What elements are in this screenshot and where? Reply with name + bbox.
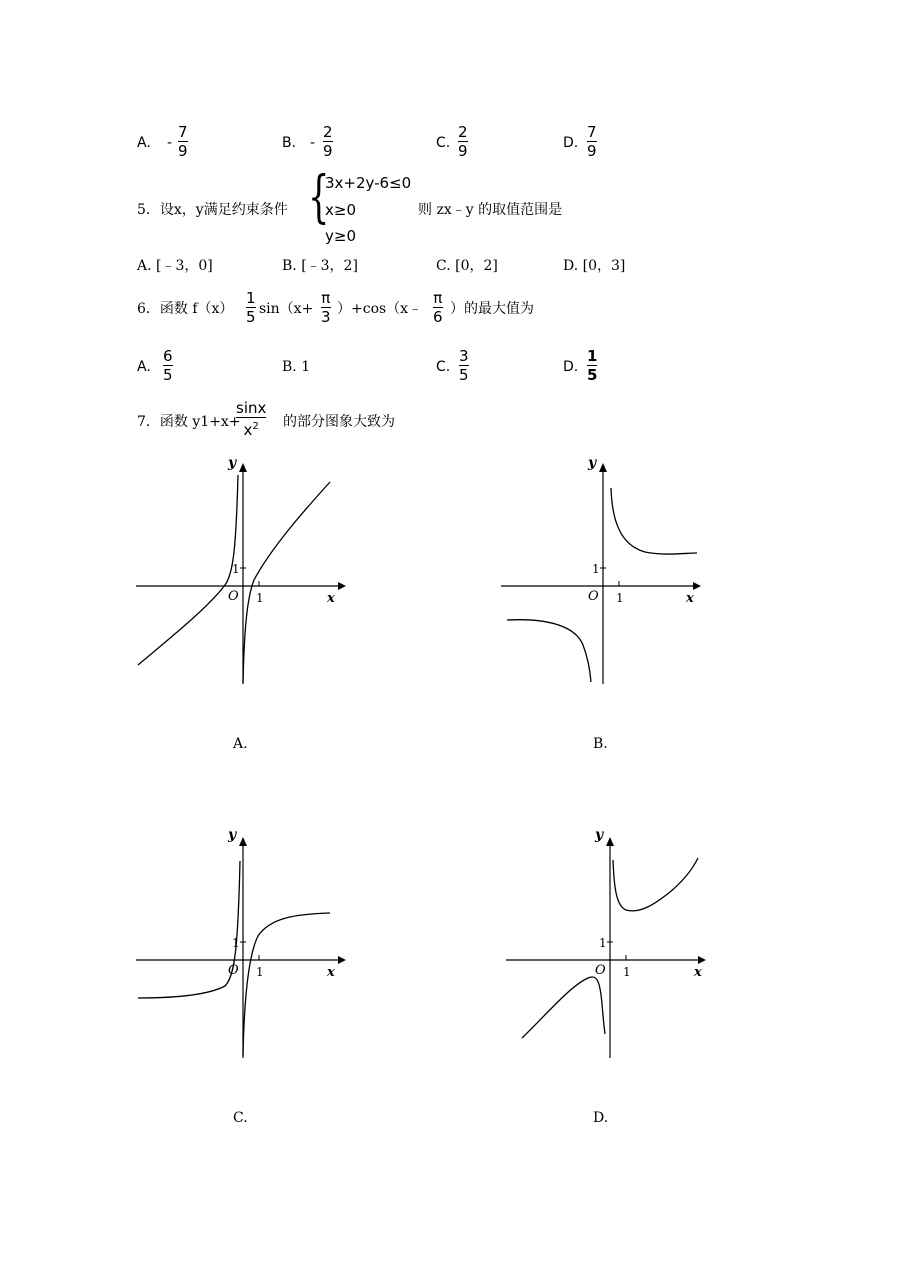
y-tick-one: 1 [232,562,240,576]
curve-right-branch [243,482,330,683]
denominator-base: x [243,421,253,439]
q5-constraint-2: x≥0 [325,201,356,219]
q4-option-c-fraction [458,124,468,159]
curve-left-branch [138,475,238,665]
graph-d-caption: D. [593,1110,609,1126]
origin-label: O [595,963,606,978]
fraction-numerator: 6 [163,347,173,365]
q5-suffix: 则 zx﹣y 的取值范围是 [418,202,563,218]
y-axis-label: y [228,455,237,471]
origin-label: O [228,963,239,978]
q4-option-a-label: A. [137,135,151,151]
x-axis-label: x [327,965,335,980]
fraction-numerator: 1 [587,347,598,365]
q4-option-d-label: D. [563,135,579,151]
fraction-denominator: 3 [321,308,331,326]
q6-cos-text: ）+cos（x﹣ [337,301,423,317]
y-axis-label: y [588,455,597,471]
graph-b-caption: B. [593,736,608,752]
x-tick-one: 1 [256,591,264,605]
y-tick-one: 1 [232,936,240,950]
y-axis-arrow [239,837,247,846]
fraction-denominator: 5 [163,366,173,384]
origin-label: O [588,589,599,604]
graph-c [130,826,350,1066]
system-brace: { [308,165,330,230]
y-axis-arrow [606,837,614,846]
fraction-numerator: 3 [459,347,469,365]
x-axis-label: x [327,591,335,606]
fraction-denominator: 5 [246,308,256,326]
curve-left-branch [138,861,240,998]
q5-option-d: D. [0，3] [563,258,626,274]
q6-option-a-fraction [163,348,173,383]
curve-left-branch [522,977,605,1038]
fraction-denominator: 5 [459,366,469,384]
x-axis-arrow [338,582,346,590]
graph-b [495,450,715,690]
q4-option-d-fraction [587,124,597,159]
q4-option-b-fraction [323,124,333,159]
graph-a [130,450,350,690]
fraction-numerator: π [321,289,331,307]
curve-right-branch [611,488,697,554]
q4-option-b-sign: - [310,135,316,151]
y-axis-arrow [599,463,607,472]
x-axis-arrow [693,582,701,590]
q5-option-c: C. [0，2] [436,258,498,274]
fraction-numerator: 1 [246,289,256,307]
fraction-numerator: 7 [178,123,188,141]
y-axis-arrow [239,463,247,472]
y-axis-label: y [228,827,237,843]
q5-option-a: A. [﹣3，0] [137,258,213,274]
curve-left-branch [507,620,591,682]
q7-suffix: 的部分图象大致为 [283,414,395,430]
fraction-denominator [236,419,266,438]
q6-prefix: 6．函数 f（x） [137,301,234,317]
q6-suffix: ）的最大值为 [450,301,534,317]
q6-option-c-label: C. [436,359,451,375]
x-axis-label: x [686,591,694,606]
x-tick-one: 1 [616,591,624,605]
q5-option-b: B. [﹣3，2] [282,258,358,274]
q4-option-b-label: B. [282,135,297,151]
curve-right-branch [613,858,698,911]
q6-option-d-fraction [587,348,597,383]
q4-option-c-label: C. [436,135,451,151]
y-axis-label: y [595,827,604,843]
fraction-numerator: 7 [587,123,597,141]
x-tick-one: 1 [623,965,631,979]
origin-label: O [228,589,239,604]
q5-constraint-3: y≥0 [325,227,356,245]
q6-option-b: B. 1 [282,359,311,375]
y-tick-one: 1 [592,562,600,576]
fraction-denominator: 9 [587,142,597,160]
x-tick-one: 1 [256,965,264,979]
q6-sin-text: sin（x+ [259,301,314,317]
graph-d [500,826,720,1066]
q6-option-d-label: D. [563,359,579,375]
q4-option-a-sign: - [167,135,173,151]
q4-option-a-fraction [178,124,188,159]
fraction-denominator: 6 [433,308,443,326]
fraction-denominator: 5 [587,366,598,384]
y-tick-one: 1 [599,936,607,950]
fraction-denominator: 9 [458,142,468,160]
q6-coefficient-fraction [246,290,256,325]
curve-right-branch [243,913,330,1056]
fraction-numerator: π [433,289,443,307]
q6-option-c-fraction [459,348,469,383]
q5-prefix: 5．设x，y满足约束条件 [137,202,288,218]
fraction-numerator: sinx [236,399,267,417]
fraction-denominator: 9 [178,142,188,160]
q7-prefix: 7．函数 y1+x+ [137,414,241,430]
q5-constraint-1: 3x+2y-6≤0 [325,174,412,192]
fraction-numerator: 2 [458,123,468,141]
graph-a-caption: A. [233,736,248,752]
q6-pi-over-3-fraction [321,290,331,325]
x-axis-arrow [338,956,346,964]
q6-pi-over-6-fraction [433,290,443,325]
graph-c-caption: C. [233,1110,248,1126]
q7-fraction [236,400,266,438]
x-axis-label: x [694,965,702,980]
fraction-numerator: 2 [323,123,333,141]
fraction-denominator: 9 [323,142,333,160]
q6-option-a-label: A. [137,359,151,375]
denominator-exponent: 2 [252,421,259,432]
x-axis-arrow [698,956,706,964]
